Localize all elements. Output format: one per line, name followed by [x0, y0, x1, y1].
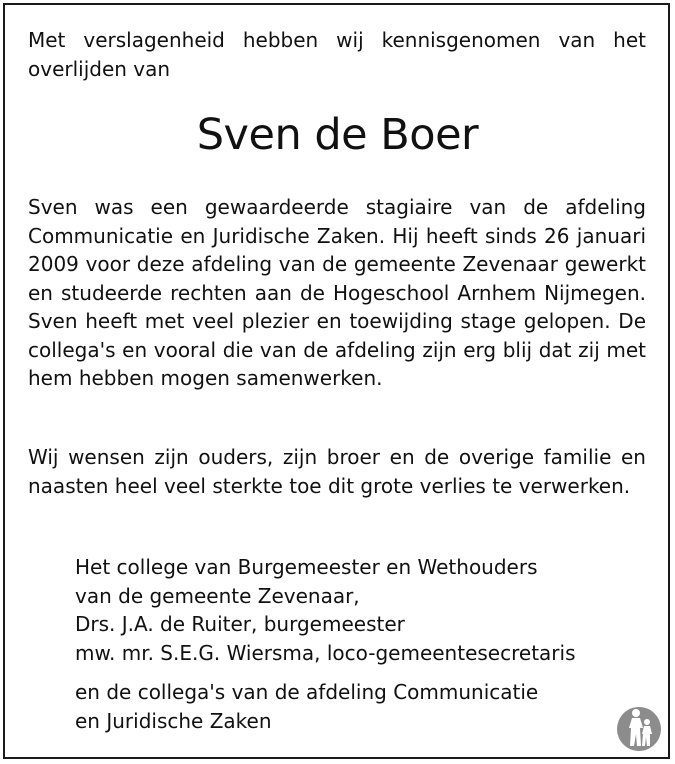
- signature-line: Drs. J.A. de Ruiter, burgemeester: [75, 612, 405, 636]
- colleagues-line: en de collega's van de afdeling Communicatie: [75, 680, 539, 704]
- signature-line: van de gemeente Zevenaar,: [75, 583, 360, 608]
- signature-block: [75, 553, 655, 667]
- deceased-name: Sven de Boer: [196, 110, 479, 160]
- paragraph-condolence: Wij wensen zijn ouders, zijn broer en de overige familie en naasten heel veel sterkte toe dit grote verlies te verwerken.: [28, 445, 646, 498]
- signature-line: mw. mr. S.E.G. Wiersma, loco-gemeentesecretaris: [75, 640, 576, 665]
- colleagues-line: en Juridische Zaken: [75, 708, 272, 733]
- intro-sentence: Met verslagenheid hebben wij kennisgenomen van het overlijden van: [28, 28, 646, 81]
- signature-line: Het college van Burgemeester en Wethouders: [75, 555, 538, 579]
- paragraph-tribute: Sven was een gewaardeerde stagiaire van de afdeling Communicatie en Juridische Zaken. Hij heeft sinds 26 januari 2009 voor deze afdeling van de gemeente Zevenaar gewerkt en studeerde rechten aan de Hogeschool Arnhem Nijmegen. Sven heeft met veel plezier en toewijding stage gelopen. De collega's en vooral die van de afdeling zijn erg blij dat zij met hem hebben mogen samenwerken.: [28, 195, 646, 390]
- intro-text: [28, 26, 646, 83]
- colleagues-block: [75, 678, 655, 735]
- memorial-figure-icon: [615, 702, 663, 754]
